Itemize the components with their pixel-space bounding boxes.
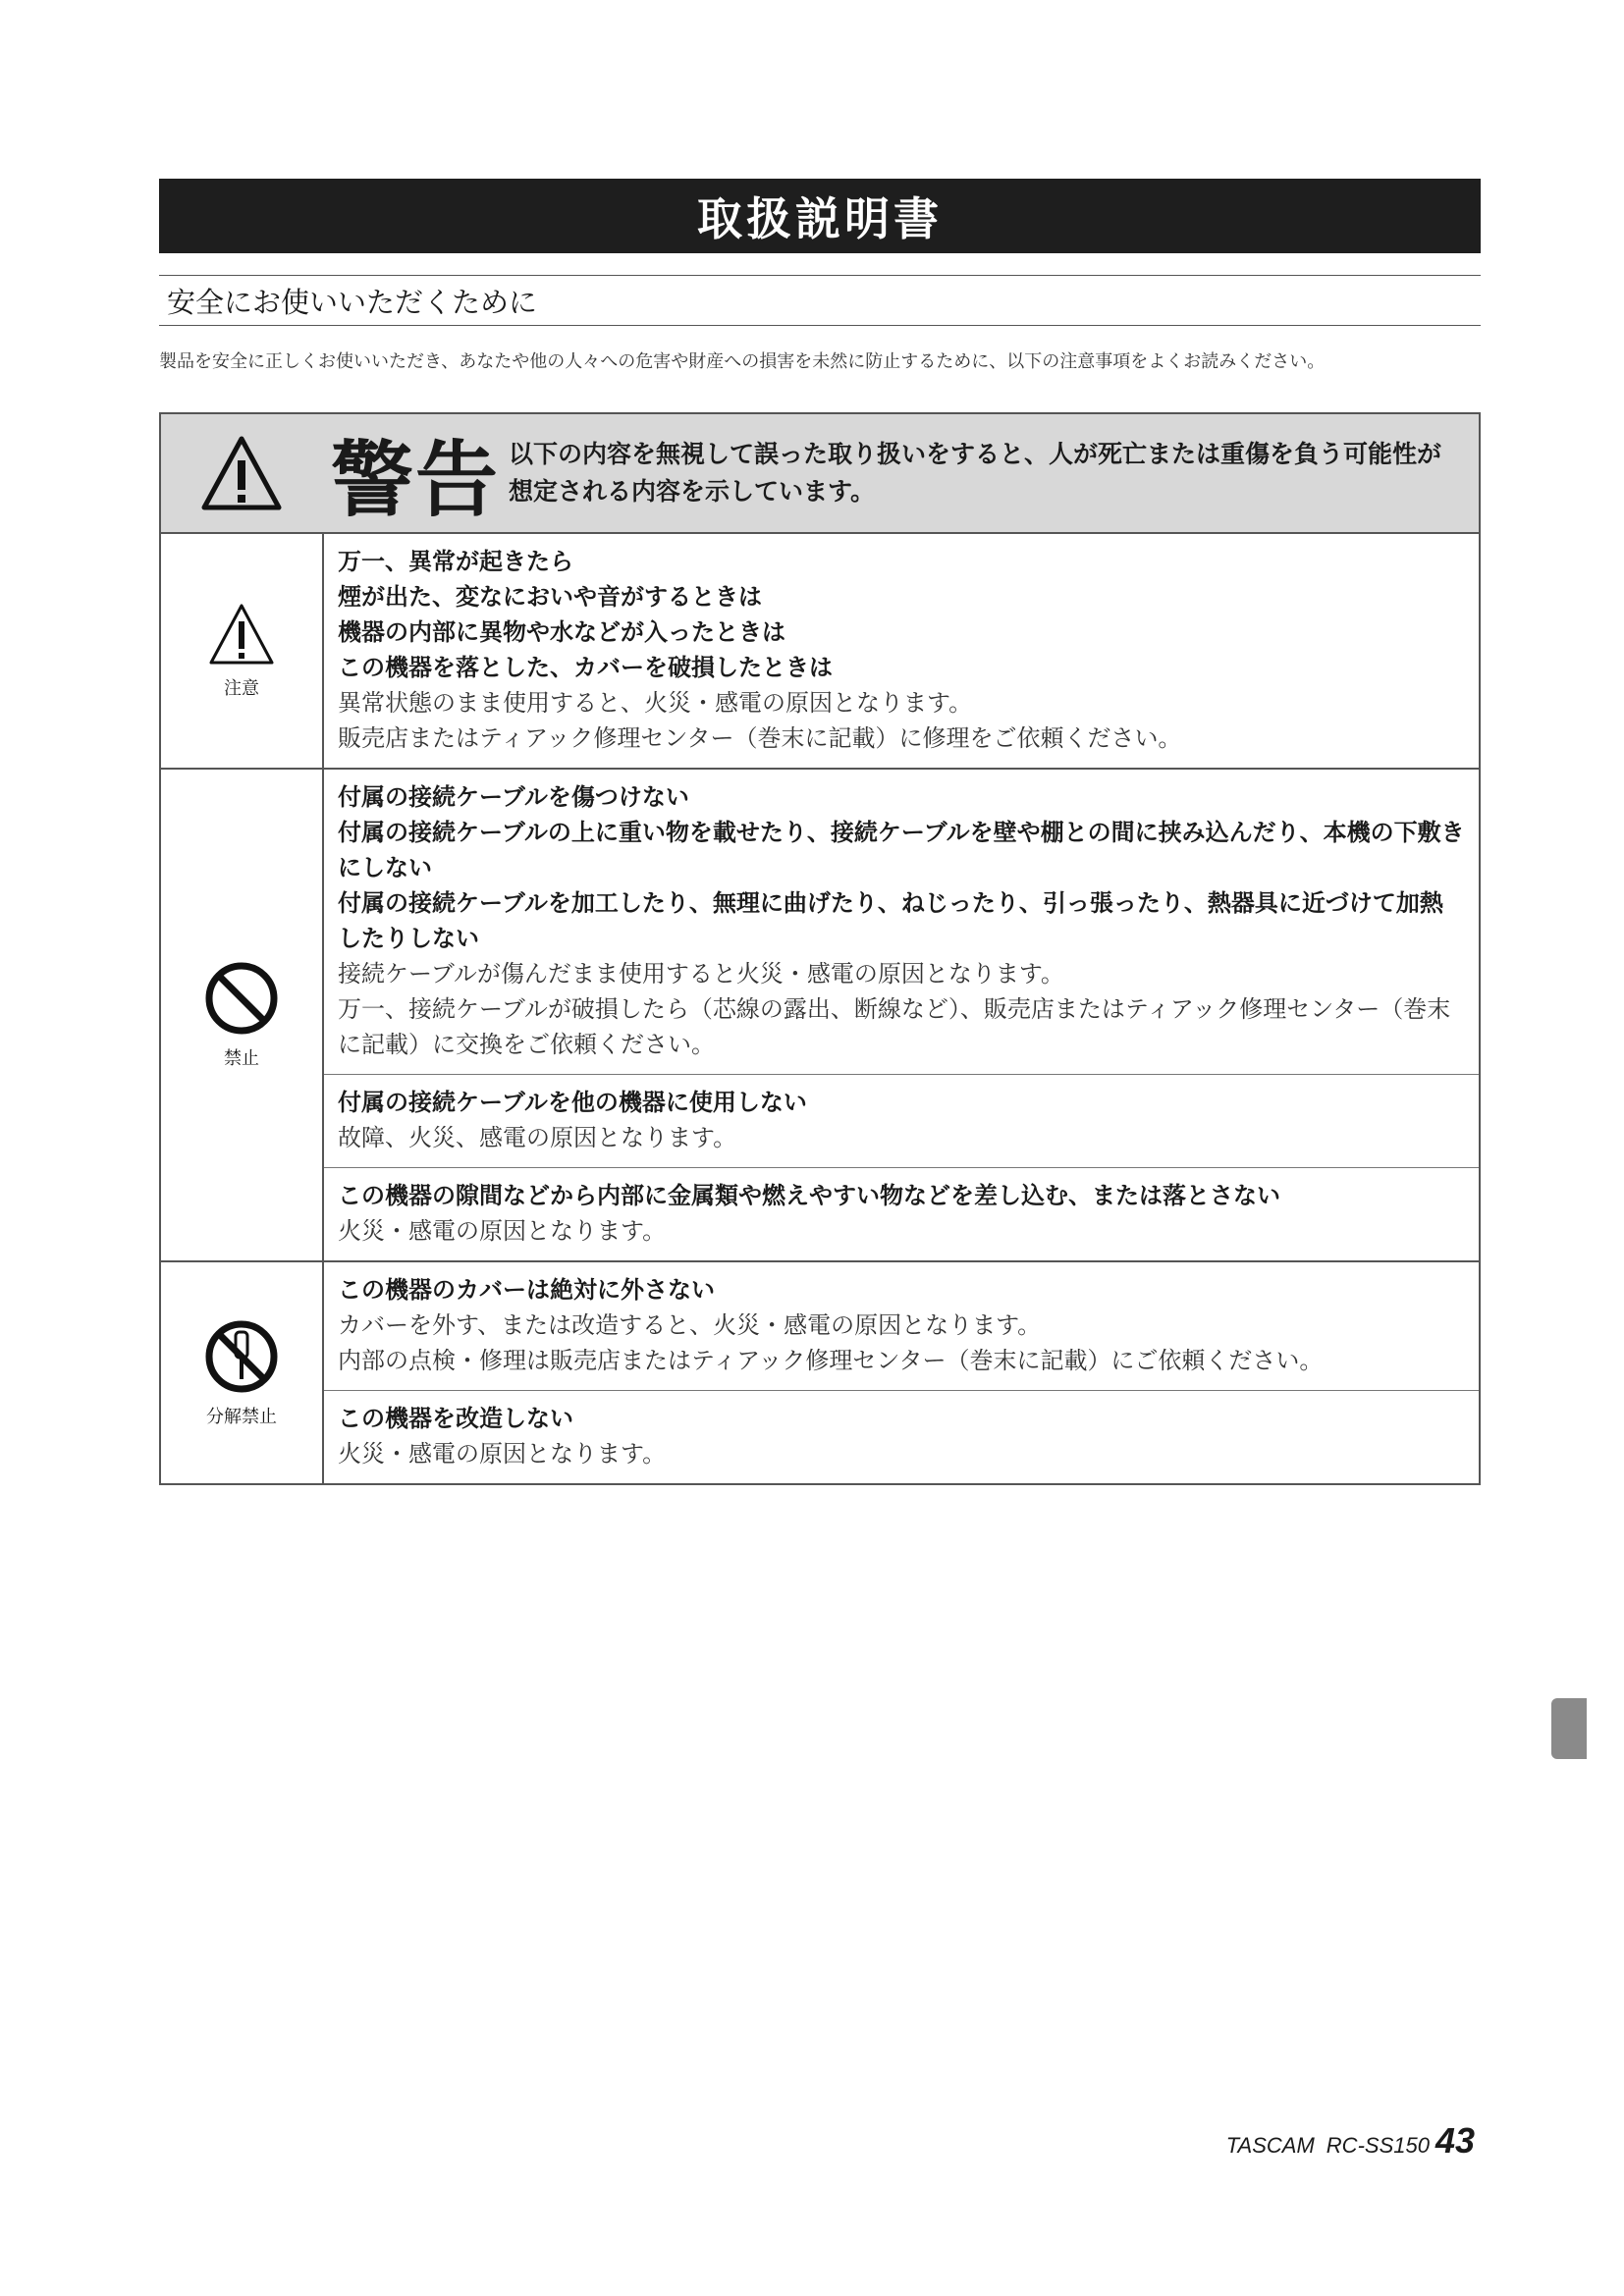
bold-line: この機器の隙間などから内部に金属類や燃えやすい物などを差し込む、または落とさない	[338, 1182, 1280, 1209]
section-heading: 安全にお使いいただくために	[159, 275, 1481, 326]
normal-line: 内部の点検・修理は販売店またはティアック修理センター（巻末に記載）にご依頼ください。	[338, 1347, 1324, 1374]
no-disassembly-icon	[203, 1318, 280, 1395]
warning-description: 以下の内容を無視して誤った取り扱いをすると、人が死亡または重傷を負う可能性が想定される内容を示しています。	[509, 440, 1442, 506]
bold-line: 付属の接続ケーブルを他の機器に使用しない	[338, 1089, 807, 1116]
bold-line: 煙が出た、変なにおいや音がするときは	[338, 583, 762, 611]
normal-line: 異常状態のまま使用すると、火災・感電の原因となります。	[338, 689, 973, 717]
brand-name: TASCAM	[1225, 2133, 1315, 2158]
warning-cell	[324, 770, 1479, 1075]
normal-line: 故障、火災、感電の原因となります。	[338, 1124, 737, 1151]
normal-line: 火災・感電の原因となります。	[338, 1217, 667, 1245]
warning-group	[161, 770, 1479, 1262]
warning-word: 警告	[330, 431, 500, 528]
bold-line: 付属の接続ケーブルを加工したり、無理に曲げたり、ねじったり、引っ張ったり、熱器具に近づけて加熱したりしない	[338, 889, 1443, 952]
normal-line: 販売店またはティアック修理センター（巻末に記載）に修理をご依頼ください。	[338, 724, 1182, 752]
normal-line: 万一、接続ケーブルが破損したら（芯線の露出、断線など）、販売店またはティアック修理センター（巻末に記載）に交換をご依頼ください。	[338, 995, 1451, 1058]
normal-line: カバーを外す、または改造すると、火災・感電の原因となります。	[338, 1311, 1042, 1339]
page-title: 取扱説明書	[159, 179, 1481, 253]
warning-header	[161, 414, 1479, 534]
page-footer	[1226, 2120, 1475, 2162]
warning-group	[161, 534, 1479, 770]
bold-line: この機器を落とした、カバーを破損したときは	[338, 654, 833, 681]
caution-triangle-icon	[207, 602, 276, 667]
bold-line: 万一、異常が起きたら	[338, 548, 573, 575]
warning-triangle-icon	[199, 434, 284, 512]
prohibition-icon	[203, 960, 280, 1037]
warning-cell	[324, 534, 1479, 768]
normal-line: 接続ケーブルが傷んだまま使用すると火災・感電の原因となります。	[338, 960, 1064, 988]
icon-label: 注意	[224, 678, 259, 699]
bold-line: 付属の接続ケーブルを傷つけない	[338, 783, 689, 811]
bold-line: この機器を改造しない	[338, 1405, 573, 1432]
warning-group	[161, 1262, 1479, 1483]
chapter-tab	[1551, 1698, 1587, 1759]
bold-line: この機器のカバーは絶対に外さない	[338, 1276, 715, 1304]
warning-cell	[324, 1168, 1479, 1260]
page-number: 43	[1435, 2120, 1475, 2161]
warning-cell	[324, 1391, 1479, 1483]
normal-line: 火災・感電の原因となります。	[338, 1440, 667, 1468]
icon-label: 分解禁止	[206, 1406, 277, 1427]
bold-line: 付属の接続ケーブルの上に重い物を載せたり、接続ケーブルを壁や棚との間に挟み込んだり、本機の下敷きにしない	[338, 819, 1465, 881]
warning-cell	[324, 1075, 1479, 1168]
model-name: RC-SS150	[1326, 2133, 1430, 2158]
intro-text: 製品を安全に正しくお使いいただき、あなたや他の人々への危害や財産への損害を未然に防止するために、以下の注意事項をよくお読みください。	[159, 351, 1326, 372]
warning-table	[159, 412, 1481, 1485]
bold-line: 機器の内部に異物や水などが入ったときは	[338, 618, 785, 646]
icon-label: 禁止	[224, 1048, 259, 1069]
warning-cell	[324, 1262, 1479, 1391]
